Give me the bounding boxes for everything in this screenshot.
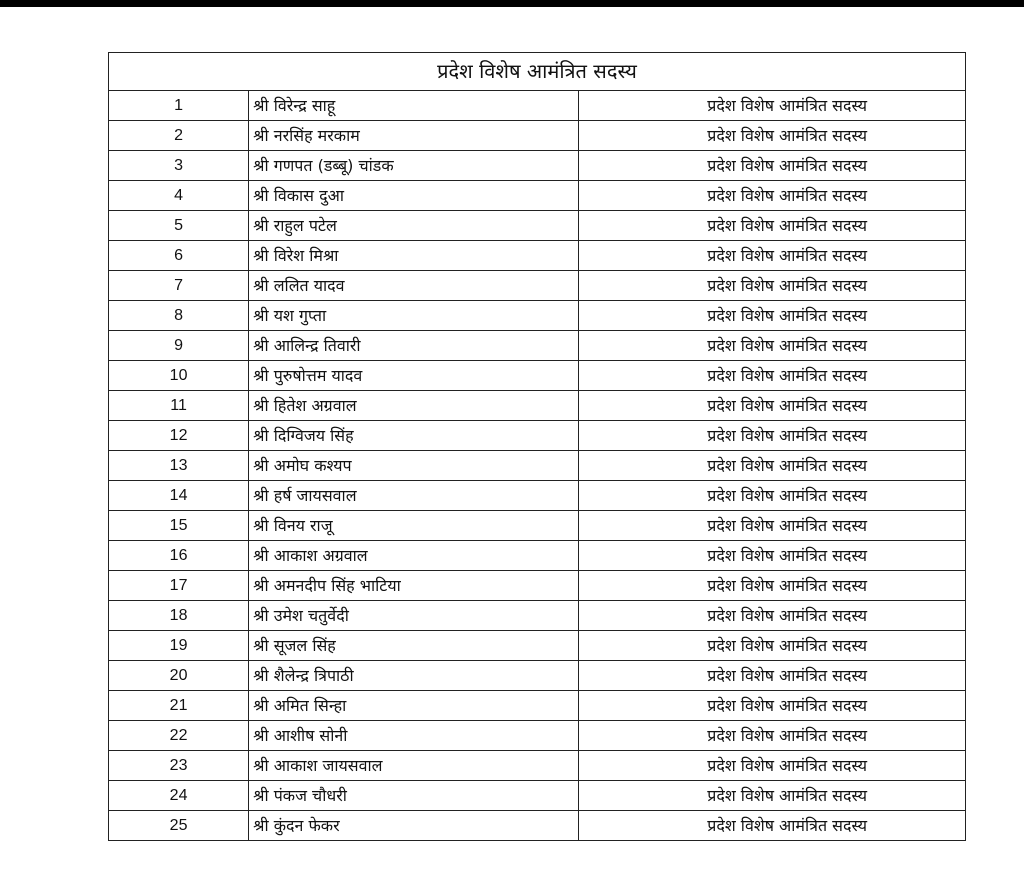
table-row [109,781,966,811]
table-row [109,421,966,451]
table-row [109,121,966,151]
member-name-cell: श्री पुरुषोत्तम यादव [249,361,579,391]
table-row [109,271,966,301]
table-row [109,241,966,271]
member-role-cell: प्रदेश विशेष आमंत्रित सदस्य [579,541,966,571]
serial-number-cell: 2 [109,121,249,151]
table-row [109,811,966,841]
table-row [109,481,966,511]
serial-number-cell: 10 [109,361,249,391]
table-row [109,361,966,391]
member-name-cell: श्री विरेश मिश्रा [249,241,579,271]
member-role-cell: प्रदेश विशेष आमंत्रित सदस्य [579,661,966,691]
member-role-cell: प्रदेश विशेष आमंत्रित सदस्य [579,451,966,481]
serial-number-cell: 15 [109,511,249,541]
member-role-cell: प्रदेश विशेष आमंत्रित सदस्य [579,781,966,811]
member-name-cell: श्री विनय राजू [249,511,579,541]
table-row [109,751,966,781]
serial-number-cell: 19 [109,631,249,661]
member-role-cell: प्रदेश विशेष आमंत्रित सदस्य [579,241,966,271]
table-row [109,721,966,751]
serial-number-cell: 17 [109,571,249,601]
table-row [109,601,966,631]
serial-number-cell: 23 [109,751,249,781]
member-name-cell: श्री सूजल सिंह [249,631,579,661]
table-row [109,451,966,481]
member-role-cell: प्रदेश विशेष आमंत्रित सदस्य [579,811,966,841]
member-role-cell: प्रदेश विशेष आमंत्रित सदस्य [579,421,966,451]
member-name-cell: श्री कुंदन फेकर [249,811,579,841]
top-border-bar [0,0,1024,7]
member-name-cell: श्री उमेश चतुर्वेदी [249,601,579,631]
member-name-cell: श्री आकाश अग्रवाल [249,541,579,571]
member-name-cell: श्री शैलेन्द्र त्रिपाठी [249,661,579,691]
serial-number-cell: 12 [109,421,249,451]
member-role-cell: प्रदेश विशेष आमंत्रित सदस्य [579,151,966,181]
table-title-row [109,53,966,91]
member-name-cell: श्री हर्ष जायसवाल [249,481,579,511]
serial-number-cell: 11 [109,391,249,421]
members-table [108,52,966,841]
member-role-cell: प्रदेश विशेष आमंत्रित सदस्य [579,751,966,781]
table-row [109,181,966,211]
table-row [109,511,966,541]
serial-number-cell: 25 [109,811,249,841]
member-name-cell: श्री आकाश जायसवाल [249,751,579,781]
member-role-cell: प्रदेश विशेष आमंत्रित सदस्य [579,121,966,151]
member-role-cell: प्रदेश विशेष आमंत्रित सदस्य [579,391,966,421]
serial-number-cell: 9 [109,331,249,361]
member-name-cell: श्री दिग्विजय सिंह [249,421,579,451]
member-name-cell: श्री पंकज चौधरी [249,781,579,811]
member-role-cell: प्रदेश विशेष आमंत्रित सदस्य [579,601,966,631]
member-name-cell: श्री ललित यादव [249,271,579,301]
serial-number-cell: 6 [109,241,249,271]
member-role-cell: प्रदेश विशेष आमंत्रित सदस्य [579,331,966,361]
member-name-cell: श्री हितेश अग्रवाल [249,391,579,421]
serial-number-cell: 14 [109,481,249,511]
serial-number-cell: 22 [109,721,249,751]
member-name-cell: श्री आशीष सोनी [249,721,579,751]
member-role-cell: प्रदेश विशेष आमंत्रित सदस्य [579,721,966,751]
table-row [109,91,966,121]
member-name-cell: श्री अमोघ कश्यप [249,451,579,481]
table-title: प्रदेश विशेष आमंत्रित सदस्य [109,53,966,91]
serial-number-cell: 24 [109,781,249,811]
member-role-cell: प्रदेश विशेष आमंत्रित सदस्य [579,511,966,541]
serial-number-cell: 18 [109,601,249,631]
member-role-cell: प्रदेश विशेष आमंत्रित सदस्य [579,271,966,301]
table-row [109,211,966,241]
table-row [109,661,966,691]
table-row [109,391,966,421]
member-name-cell: श्री गणपत (डब्बू) चांडक [249,151,579,181]
table-row [109,571,966,601]
member-role-cell: प्रदेश विशेष आमंत्रित सदस्य [579,691,966,721]
member-name-cell: श्री यश गुप्ता [249,301,579,331]
table-row [109,541,966,571]
member-role-cell: प्रदेश विशेष आमंत्रित सदस्य [579,631,966,661]
member-name-cell: श्री अमित सिन्हा [249,691,579,721]
member-name-cell: श्री आलिन्द्र तिवारी [249,331,579,361]
table-row [109,301,966,331]
member-name-cell: श्री राहुल पटेल [249,211,579,241]
member-name-cell: श्री अमनदीप सिंह भाटिया [249,571,579,601]
member-role-cell: प्रदेश विशेष आमंत्रित सदस्य [579,91,966,121]
member-role-cell: प्रदेश विशेष आमंत्रित सदस्य [579,211,966,241]
serial-number-cell: 13 [109,451,249,481]
table-row [109,631,966,661]
table-row [109,151,966,181]
serial-number-cell: 20 [109,661,249,691]
table-row [109,331,966,361]
table-body [109,91,966,841]
member-role-cell: प्रदेश विशेष आमंत्रित सदस्य [579,571,966,601]
serial-number-cell: 5 [109,211,249,241]
serial-number-cell: 4 [109,181,249,211]
member-name-cell: श्री विकास दुआ [249,181,579,211]
serial-number-cell: 1 [109,91,249,121]
member-role-cell: प्रदेश विशेष आमंत्रित सदस्य [579,481,966,511]
serial-number-cell: 16 [109,541,249,571]
member-name-cell: श्री विरेन्द्र साहू [249,91,579,121]
serial-number-cell: 21 [109,691,249,721]
serial-number-cell: 8 [109,301,249,331]
table-row [109,691,966,721]
member-name-cell: श्री नरसिंह मरकाम [249,121,579,151]
member-role-cell: प्रदेश विशेष आमंत्रित सदस्य [579,361,966,391]
member-role-cell: प्रदेश विशेष आमंत्रित सदस्य [579,181,966,211]
member-role-cell: प्रदेश विशेष आमंत्रित सदस्य [579,301,966,331]
serial-number-cell: 3 [109,151,249,181]
serial-number-cell: 7 [109,271,249,301]
